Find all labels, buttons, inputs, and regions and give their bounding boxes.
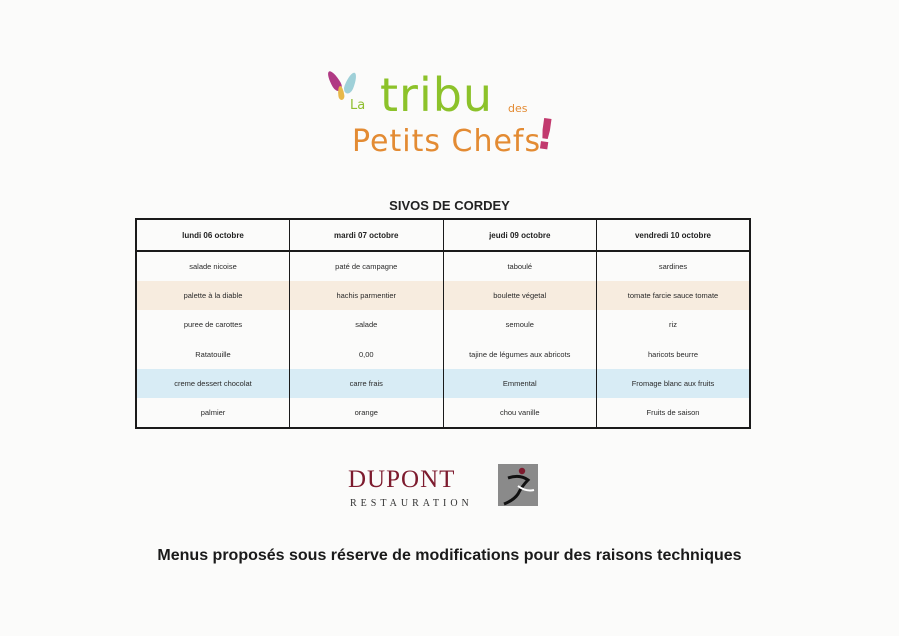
menu-cell: orange bbox=[290, 398, 444, 428]
menu-table bbox=[135, 218, 751, 429]
menu-cell: palmier bbox=[136, 398, 290, 428]
day-header: lundi 06 octobre bbox=[136, 219, 290, 251]
day-header: vendredi 10 octobre bbox=[597, 219, 751, 251]
day-header: jeudi 09 octobre bbox=[443, 219, 597, 251]
menu-cell: Fromage blanc aux fruits bbox=[597, 369, 751, 398]
menu-cell: boulette végetal bbox=[443, 281, 597, 310]
day-header: mardi 07 octobre bbox=[290, 219, 444, 251]
menu-cell: semoule bbox=[443, 310, 597, 339]
logo-exclaim: ! bbox=[532, 108, 559, 161]
page-title: SIVOS DE CORDEY bbox=[389, 198, 510, 213]
menu-cell: sardines bbox=[597, 251, 751, 281]
menu-header-row bbox=[136, 219, 750, 251]
menu-cell: 0,00 bbox=[290, 339, 444, 368]
menu-row-main bbox=[136, 281, 750, 310]
menu-cell: tomate farcie sauce tomate bbox=[597, 281, 751, 310]
menu-cell: hachis parmentier bbox=[290, 281, 444, 310]
menu-cell: salade bbox=[290, 310, 444, 339]
menu-cell: creme dessert chocolat bbox=[136, 369, 290, 398]
logo-la-text: La bbox=[350, 98, 366, 113]
menu-row-dessert bbox=[136, 398, 750, 428]
dupont-restauration-logo bbox=[348, 464, 540, 512]
menu-cell: chou vanille bbox=[443, 398, 597, 428]
leaf-icon bbox=[342, 71, 359, 95]
menu-row-starter bbox=[136, 251, 750, 281]
menu-cell: riz bbox=[597, 310, 751, 339]
menu-cell: puree de carottes bbox=[136, 310, 290, 339]
menu-cell: Emmental bbox=[443, 369, 597, 398]
logo-tribu-text: tribu bbox=[380, 68, 494, 122]
logo-petits-chefs-text: Petits Chefs bbox=[352, 124, 542, 159]
menu-cell: palette à la diable bbox=[136, 281, 290, 310]
menu-row-side-2 bbox=[136, 339, 750, 368]
disclaimer-footer: Menus proposés sous réserve de modifications pour des raisons techniques bbox=[157, 547, 742, 564]
menu-row-side bbox=[136, 310, 750, 339]
logo-des-text: des bbox=[508, 102, 528, 115]
menu-cell: carre frais bbox=[290, 369, 444, 398]
dupont-logo-name: DUPONT bbox=[348, 466, 456, 493]
dupont-logo-sub: RESTAURATION bbox=[350, 498, 473, 509]
tribu-petits-chefs-logo bbox=[326, 66, 562, 170]
menu-cell: Fruits de saison bbox=[597, 398, 751, 428]
menu-cell: Ratatouille bbox=[136, 339, 290, 368]
menu-cell: salade nicoise bbox=[136, 251, 290, 281]
menu-cell: haricots beurre bbox=[597, 339, 751, 368]
menu-cell: paté de campagne bbox=[290, 251, 444, 281]
menu-cell: tajine de légumes aux abricots bbox=[443, 339, 597, 368]
menu-row-dairy bbox=[136, 369, 750, 398]
chef-figure-icon bbox=[498, 464, 538, 506]
menu-cell: taboulé bbox=[443, 251, 597, 281]
